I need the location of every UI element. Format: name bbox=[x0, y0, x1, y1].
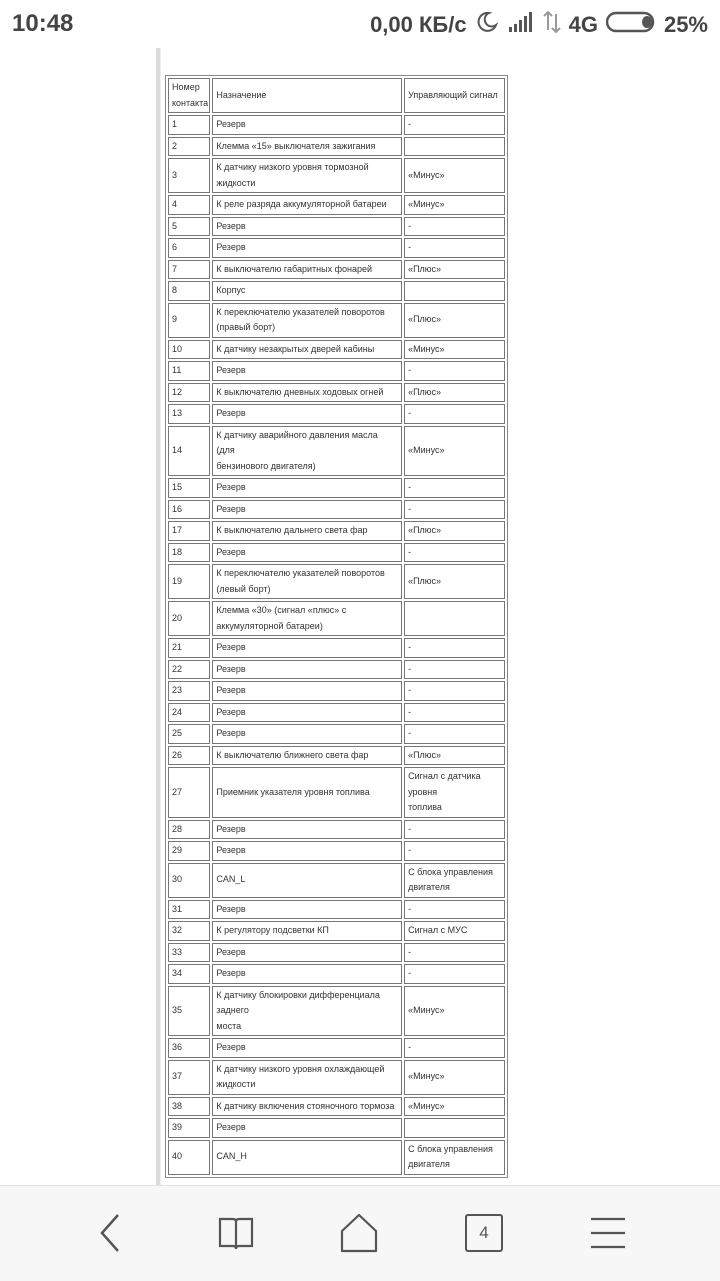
header-number: Номер контакта bbox=[168, 78, 210, 113]
network-type: 4G bbox=[568, 12, 598, 37]
cell-signal: - bbox=[404, 964, 505, 984]
cell-signal: «Плюс» bbox=[404, 746, 505, 766]
table-row bbox=[168, 500, 505, 520]
table-row bbox=[168, 564, 505, 599]
cell-signal: - bbox=[404, 660, 505, 680]
table-row bbox=[168, 746, 505, 766]
cell-purpose: Резерв bbox=[212, 900, 402, 920]
cell-purpose: Резерв bbox=[212, 964, 402, 984]
table-row bbox=[168, 383, 505, 403]
cell-purpose: Приемник указателя уровня топлива bbox=[212, 767, 402, 818]
cell-signal: «Минус» bbox=[404, 1060, 505, 1095]
cell-signal: «Плюс» bbox=[404, 383, 505, 403]
tabs-count: 4 bbox=[479, 1223, 489, 1242]
cell-purpose: Резерв bbox=[212, 500, 402, 520]
cell-number: 30 bbox=[168, 863, 210, 898]
cell-signal: - bbox=[404, 238, 505, 258]
bottom-nav bbox=[0, 1185, 720, 1281]
table-row bbox=[168, 478, 505, 498]
cell-number: 29 bbox=[168, 841, 210, 861]
table-row bbox=[168, 260, 505, 280]
table-header-row bbox=[168, 78, 505, 113]
table-row bbox=[168, 158, 505, 193]
table-row bbox=[168, 137, 505, 157]
cell-signal: - bbox=[404, 217, 505, 237]
table-row bbox=[168, 340, 505, 360]
cell-signal: - bbox=[404, 361, 505, 381]
battery-icon bbox=[606, 11, 656, 39]
back-icon bbox=[92, 1211, 132, 1255]
cell-number: 25 bbox=[168, 724, 210, 744]
cell-number: 17 bbox=[168, 521, 210, 541]
cell-purpose: Резерв bbox=[212, 1118, 402, 1138]
bookmarks-icon bbox=[216, 1213, 256, 1253]
cell-purpose: К датчику аварийного давления масла (для бензинового двигателя) bbox=[212, 426, 402, 477]
table-row bbox=[168, 238, 505, 258]
signal-icon bbox=[507, 11, 535, 39]
cell-signal: «Плюс» bbox=[404, 564, 505, 599]
table-row bbox=[168, 115, 505, 135]
table-row bbox=[168, 217, 505, 237]
table-row bbox=[168, 863, 505, 898]
table-row bbox=[168, 195, 505, 215]
cell-signal: - bbox=[404, 500, 505, 520]
cell-number: 18 bbox=[168, 543, 210, 563]
table-row bbox=[168, 426, 505, 477]
cell-number: 6 bbox=[168, 238, 210, 258]
table-row bbox=[168, 841, 505, 861]
cell-number: 28 bbox=[168, 820, 210, 840]
cell-signal: - bbox=[404, 404, 505, 424]
cell-purpose: К переключателю указателей поворотов (правый борт) bbox=[212, 303, 402, 338]
table-row bbox=[168, 1118, 505, 1138]
status-time: 10:48 bbox=[12, 10, 74, 37]
cell-signal: - bbox=[404, 841, 505, 861]
cell-purpose: Резерв bbox=[212, 115, 402, 135]
cell-number: 10 bbox=[168, 340, 210, 360]
cell-purpose: К выключателю ближнего света фар bbox=[212, 746, 402, 766]
cell-purpose: Резерв bbox=[212, 404, 402, 424]
cell-purpose: Клемма «15» выключателя зажигания bbox=[212, 137, 402, 157]
table-row bbox=[168, 820, 505, 840]
cell-number: 16 bbox=[168, 500, 210, 520]
cell-purpose: Резерв bbox=[212, 1038, 402, 1058]
header-signal: Управляющий сигнал bbox=[404, 78, 505, 113]
cell-purpose: Резерв bbox=[212, 681, 402, 701]
cell-signal: - bbox=[404, 820, 505, 840]
cell-signal: Сигнал с датчика уровня топлива bbox=[404, 767, 505, 818]
cell-signal: «Минус» bbox=[404, 195, 505, 215]
cell-number: 40 bbox=[168, 1140, 210, 1175]
table-row bbox=[168, 521, 505, 541]
cell-signal bbox=[404, 1118, 505, 1138]
home-icon bbox=[337, 1211, 381, 1255]
cell-signal: - bbox=[404, 1038, 505, 1058]
cell-number: 27 bbox=[168, 767, 210, 818]
cell-number: 32 bbox=[168, 921, 210, 941]
cell-number: 35 bbox=[168, 986, 210, 1037]
cell-purpose: CAN_L bbox=[212, 863, 402, 898]
table-row bbox=[168, 1038, 505, 1058]
table-row bbox=[168, 543, 505, 563]
cell-signal: «Плюс» bbox=[404, 521, 505, 541]
cell-number: 9 bbox=[168, 303, 210, 338]
cell-number: 13 bbox=[168, 404, 210, 424]
cell-number: 14 bbox=[168, 426, 210, 477]
cell-signal bbox=[404, 601, 505, 636]
cell-number: 4 bbox=[168, 195, 210, 215]
page-divider-light bbox=[160, 48, 161, 1185]
cell-number: 23 bbox=[168, 681, 210, 701]
battery-percent: 25% bbox=[663, 12, 708, 37]
cell-number: 12 bbox=[168, 383, 210, 403]
cell-number: 34 bbox=[168, 964, 210, 984]
cell-number: 39 bbox=[168, 1118, 210, 1138]
cell-signal: «Плюс» bbox=[404, 303, 505, 338]
cell-purpose: К регулятору подсветки КП bbox=[212, 921, 402, 941]
pinout-table bbox=[165, 75, 508, 1178]
status-bar bbox=[0, 0, 720, 48]
bookmarks-button[interactable] bbox=[211, 1208, 261, 1258]
cell-signal bbox=[404, 137, 505, 157]
cell-signal: С блока управления двигателя bbox=[404, 863, 505, 898]
cell-purpose: К датчику блокировки дифференциала заднего моста bbox=[212, 986, 402, 1037]
cell-number: 8 bbox=[168, 281, 210, 301]
cell-number: 24 bbox=[168, 703, 210, 723]
table-row bbox=[168, 601, 505, 636]
cell-purpose: Резерв bbox=[212, 943, 402, 963]
cell-signal: «Минус» bbox=[404, 158, 505, 193]
cell-signal: - bbox=[404, 943, 505, 963]
cell-signal: - bbox=[404, 543, 505, 563]
table-row bbox=[168, 724, 505, 744]
cell-purpose: К датчику низкого уровня тормозной жидкости bbox=[212, 158, 402, 193]
cell-purpose: К датчику незакрытых дверей кабины bbox=[212, 340, 402, 360]
table-row bbox=[168, 638, 505, 658]
cell-signal: - bbox=[404, 724, 505, 744]
cell-number: 22 bbox=[168, 660, 210, 680]
table-row bbox=[168, 281, 505, 301]
cell-number: 38 bbox=[168, 1097, 210, 1117]
cell-number: 11 bbox=[168, 361, 210, 381]
cell-number: 1 bbox=[168, 115, 210, 135]
cell-signal bbox=[404, 281, 505, 301]
cell-purpose: К выключателю дневных ходовых огней bbox=[212, 383, 402, 403]
cell-signal: - bbox=[404, 638, 505, 658]
menu-icon bbox=[588, 1215, 628, 1251]
tabs-button[interactable] bbox=[459, 1208, 509, 1258]
cell-number: 3 bbox=[168, 158, 210, 193]
menu-button[interactable] bbox=[583, 1208, 633, 1258]
cell-number: 7 bbox=[168, 260, 210, 280]
cell-signal: - bbox=[404, 681, 505, 701]
cell-number: 19 bbox=[168, 564, 210, 599]
cell-signal: - bbox=[404, 900, 505, 920]
cell-purpose: Резерв bbox=[212, 660, 402, 680]
table-row bbox=[168, 404, 505, 424]
cell-signal: С блока управления двигателя bbox=[404, 1140, 505, 1175]
table-row bbox=[168, 681, 505, 701]
cell-purpose: Резерв bbox=[212, 820, 402, 840]
cell-signal: - bbox=[404, 115, 505, 135]
cell-number: 5 bbox=[168, 217, 210, 237]
cell-purpose: К реле разряда аккумуляторной батареи bbox=[212, 195, 402, 215]
net-speed: 0,00 КБ/с bbox=[370, 12, 467, 37]
cell-number: 33 bbox=[168, 943, 210, 963]
cell-purpose: Резерв bbox=[212, 478, 402, 498]
back-button[interactable] bbox=[87, 1208, 137, 1258]
cell-number: 26 bbox=[168, 746, 210, 766]
cell-purpose: Резерв bbox=[212, 638, 402, 658]
cell-purpose: Резерв bbox=[212, 841, 402, 861]
cell-purpose: Клемма «30» (сигнал «плюс» с аккумуляторной батареи) bbox=[212, 601, 402, 636]
cell-signal: «Минус» bbox=[404, 340, 505, 360]
cell-number: 37 bbox=[168, 1060, 210, 1095]
cell-purpose: К выключателю дальнего света фар bbox=[212, 521, 402, 541]
cell-signal: - bbox=[404, 478, 505, 498]
cell-purpose: Резерв bbox=[212, 238, 402, 258]
header-purpose: Назначение bbox=[212, 78, 402, 113]
cell-number: 21 bbox=[168, 638, 210, 658]
table-row bbox=[168, 660, 505, 680]
cell-purpose: К выключателю габаритных фонарей bbox=[212, 260, 402, 280]
table-row bbox=[168, 921, 505, 941]
cell-purpose: К датчику включения стояночного тормоза bbox=[212, 1097, 402, 1117]
cell-purpose: К датчику низкого уровня охлаждающей жидкости bbox=[212, 1060, 402, 1095]
moon-icon bbox=[475, 10, 499, 40]
cell-number: 31 bbox=[168, 900, 210, 920]
status-indicators bbox=[370, 10, 708, 40]
tabs-icon bbox=[465, 1214, 503, 1252]
cell-signal: «Минус» bbox=[404, 426, 505, 477]
home-button[interactable] bbox=[334, 1208, 384, 1258]
table-row bbox=[168, 1097, 505, 1117]
cell-purpose: Резерв bbox=[212, 724, 402, 744]
cell-purpose: Резерв bbox=[212, 543, 402, 563]
cell-number: 2 bbox=[168, 137, 210, 157]
table-row bbox=[168, 703, 505, 723]
table-row bbox=[168, 900, 505, 920]
cell-signal: - bbox=[404, 703, 505, 723]
cell-signal: «Минус» bbox=[404, 1097, 505, 1117]
table-row bbox=[168, 303, 505, 338]
cell-purpose: Резерв bbox=[212, 703, 402, 723]
table-row bbox=[168, 943, 505, 963]
cell-signal: «Минус» bbox=[404, 986, 505, 1037]
cell-purpose: К переключателю указателей поворотов (левый борт) bbox=[212, 564, 402, 599]
cell-purpose: CAN_H bbox=[212, 1140, 402, 1175]
cell-number: 15 bbox=[168, 478, 210, 498]
cell-purpose: Резерв bbox=[212, 217, 402, 237]
table-row bbox=[168, 986, 505, 1037]
table-row bbox=[168, 1060, 505, 1095]
table-row bbox=[168, 964, 505, 984]
cell-signal: Сигнал с МУС bbox=[404, 921, 505, 941]
table-row bbox=[168, 1140, 505, 1175]
cell-number: 20 bbox=[168, 601, 210, 636]
cell-number: 36 bbox=[168, 1038, 210, 1058]
table-row bbox=[168, 361, 505, 381]
cell-purpose: Резерв bbox=[212, 361, 402, 381]
table-row bbox=[168, 767, 505, 818]
cell-purpose: Корпус bbox=[212, 281, 402, 301]
cell-signal: «Плюс» bbox=[404, 260, 505, 280]
data-transfer-icon bbox=[543, 10, 561, 40]
page-content[interactable] bbox=[0, 48, 720, 1185]
